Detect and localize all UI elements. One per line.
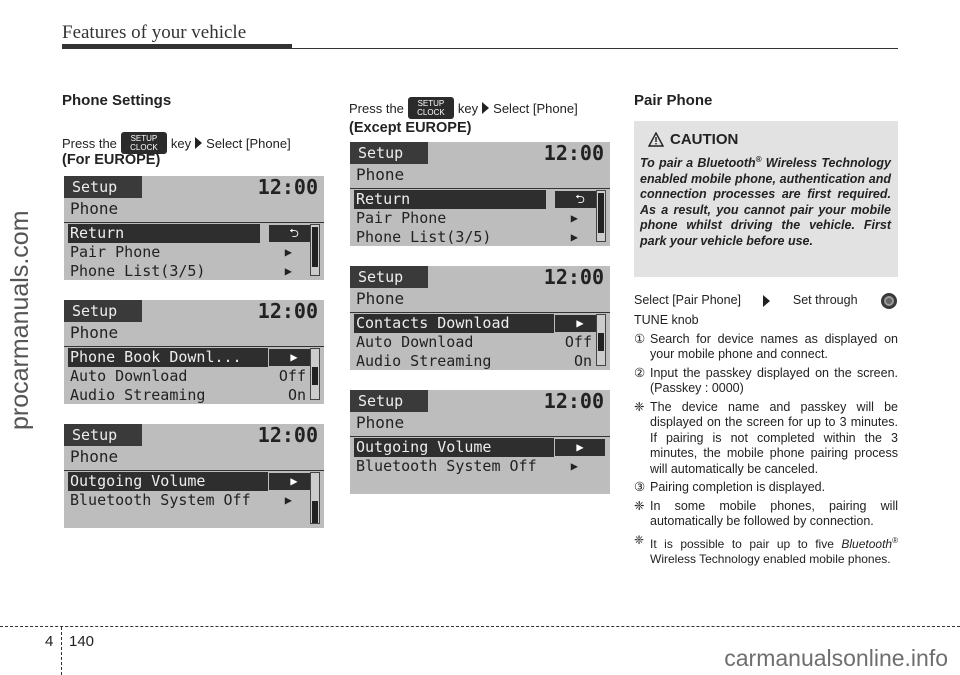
chapter-number: 4	[45, 633, 54, 650]
chevron-right-icon: ▶	[555, 315, 605, 332]
screen-clock: 12:00	[543, 266, 604, 289]
step-item: ② Input the passkey displayed on the screen. (Passkey : 0000)	[634, 365, 898, 395]
region-label: (Except EUROPE)	[349, 120, 472, 136]
step-item: ③ Pairing completion is displayed.	[634, 480, 826, 494]
screen-divider	[64, 470, 324, 471]
scroll-thumb	[598, 333, 604, 351]
screen-divider	[350, 312, 610, 313]
note-item: ❈ It is possible to pair up to five Bluetooth® Wireless Technology enabled mobile phones.	[634, 532, 898, 566]
tune-knob-text: TUNE knob	[634, 313, 699, 327]
chevron-right-icon: ▶	[284, 245, 292, 259]
scroll-thumb	[312, 227, 318, 267]
back-icon: ⮌	[555, 191, 605, 208]
select-pair-line: Select [Pair Phone] Set through	[634, 292, 898, 310]
scrollbar[interactable]	[310, 348, 320, 400]
caution-title: CAUTION	[648, 131, 738, 148]
key-text: key	[457, 100, 479, 116]
menu-item-audio-streaming[interactable]: Audio Streaming On	[70, 386, 306, 404]
page-number: 140	[69, 633, 95, 650]
screen-title: Phone	[356, 413, 405, 432]
screen-tab: Setup	[64, 424, 142, 446]
press-text: Press the	[349, 100, 404, 116]
region-label: (For EUROPE)	[62, 152, 161, 168]
screen-clock: 12:00	[543, 390, 604, 413]
screen-title: Phone	[356, 289, 405, 308]
setup-screen-outgoing-volume	[64, 424, 324, 528]
screen-tab: Setup	[350, 390, 428, 412]
arrow-right-icon	[482, 102, 489, 114]
footer-divider	[61, 627, 62, 675]
chevron-right-icon: ▶	[570, 230, 578, 244]
menu-item-phone-list[interactable]: Phone List(3/5) ▶	[70, 262, 292, 280]
scrollbar[interactable]	[310, 224, 320, 276]
chevron-right-icon: ▶	[555, 439, 605, 456]
screen-tab: Setup	[64, 176, 142, 198]
side-watermark: procarmanuals.com	[6, 210, 34, 430]
chevron-right-icon: ▶	[284, 264, 292, 278]
screen-tab: Setup	[350, 266, 428, 288]
select-text: Select [Phone]	[493, 100, 578, 116]
scroll-thumb	[598, 193, 604, 233]
screen-divider	[64, 222, 324, 223]
scrollbar[interactable]	[596, 190, 606, 242]
setup-screen-phone-menu	[350, 142, 610, 246]
chevron-right-icon: ▶	[570, 459, 578, 473]
key-text: key	[170, 135, 192, 151]
phone-settings-heading: Phone Settings	[62, 92, 172, 109]
screen-title: Phone	[356, 165, 405, 184]
arrow-right-icon	[763, 295, 770, 307]
menu-item-pair-phone[interactable]: Pair Phone ▶	[70, 243, 292, 261]
caution-text: To pair a Bluetooth® Wireless Technology enabled mobile phone, authentication and connection processes are first required. As a result, you cannot pair your mobile phone whilst driving the vehicle. First park your vehicle before use.	[640, 155, 892, 248]
menu-item-auto-download[interactable]: Auto Download Off	[356, 333, 592, 351]
chevron-right-icon: ▶	[269, 473, 319, 490]
menu-item-audio-streaming[interactable]: Audio Streaming On	[356, 352, 592, 370]
screen-title: Phone	[70, 323, 119, 342]
menu-item-return[interactable]: Return	[354, 190, 546, 209]
scroll-thumb	[312, 367, 318, 385]
chevron-right-icon: ▶	[570, 211, 578, 225]
caution-box	[634, 121, 898, 277]
screen-divider	[350, 188, 610, 189]
setup-screen-contacts	[350, 266, 610, 370]
setup-key-icon: SETUP CLOCK	[408, 97, 454, 119]
footer-watermark: carmanualsonline.info	[724, 645, 948, 671]
screen-title: Phone	[70, 199, 119, 218]
screen-clock: 12:00	[257, 424, 318, 447]
back-icon: ⮌	[269, 225, 319, 242]
steps-list	[634, 332, 898, 568]
select-text: Select [Phone]	[206, 135, 291, 151]
warning-icon	[648, 132, 664, 147]
menu-item-return[interactable]: Return	[68, 224, 260, 243]
pair-instructions	[634, 292, 898, 568]
left-instruction	[62, 132, 291, 154]
menu-item-pair-phone[interactable]: Pair Phone ▶	[356, 209, 578, 227]
chevron-right-icon: ▶	[284, 493, 292, 507]
screen-tab: Setup	[64, 300, 142, 322]
screen-clock: 12:00	[257, 300, 318, 323]
screen-title: Phone	[70, 447, 119, 466]
footer-rule	[0, 626, 960, 627]
menu-item-contacts-download[interactable]: Contacts Download	[354, 314, 554, 333]
step-item: ① Search for device names as displayed on your mobile phone and connect.	[634, 331, 898, 361]
scroll-thumb	[312, 501, 318, 523]
menu-item-phone-book-download[interactable]: Phone Book Downl...	[68, 348, 268, 367]
setup-key-icon: SETUP CLOCK	[121, 132, 167, 154]
scrollbar[interactable]	[310, 472, 320, 524]
setup-screen-outgoing-volume	[350, 390, 610, 494]
screen-divider	[64, 346, 324, 347]
note-item: ❈ The device name and passkey will be displayed on the screen for up to 3 minutes. If pairing is not completed within the 3 minutes, the mobile phone pairing process will automatically be canceled.	[634, 399, 898, 476]
menu-item-phone-list[interactable]: Phone List(3/5) ▶	[356, 228, 578, 246]
screen-divider	[350, 436, 610, 437]
pair-phone-heading: Pair Phone	[634, 92, 713, 109]
chevron-right-icon: ▶	[269, 349, 319, 366]
menu-item-outgoing-volume[interactable]: Outgoing Volume	[354, 438, 554, 457]
menu-item-auto-download[interactable]: Auto Download Off	[70, 367, 306, 385]
tune-knob-icon	[880, 292, 898, 310]
screen-tab: Setup	[350, 142, 428, 164]
running-header: Features of your vehicle	[62, 22, 247, 43]
note-item: ❈ In some mobile phones, pairing will automatically be followed by connection.	[634, 498, 898, 528]
menu-item-bluetooth-system-off[interactable]: Bluetooth System Off ▶	[356, 457, 578, 475]
middle-instruction	[349, 97, 578, 119]
scrollbar[interactable]	[596, 314, 606, 366]
menu-item-bluetooth-system-off[interactable]: Bluetooth System Off ▶	[70, 491, 292, 509]
header-rule	[62, 48, 898, 49]
press-text: Press the	[62, 135, 117, 151]
screen-clock: 12:00	[257, 176, 318, 199]
setup-screen-phone-menu	[64, 176, 324, 280]
arrow-right-icon	[195, 137, 202, 149]
menu-item-outgoing-volume[interactable]: Outgoing Volume	[68, 472, 268, 491]
screen-clock: 12:00	[543, 142, 604, 165]
setup-screen-phone-book	[64, 300, 324, 404]
